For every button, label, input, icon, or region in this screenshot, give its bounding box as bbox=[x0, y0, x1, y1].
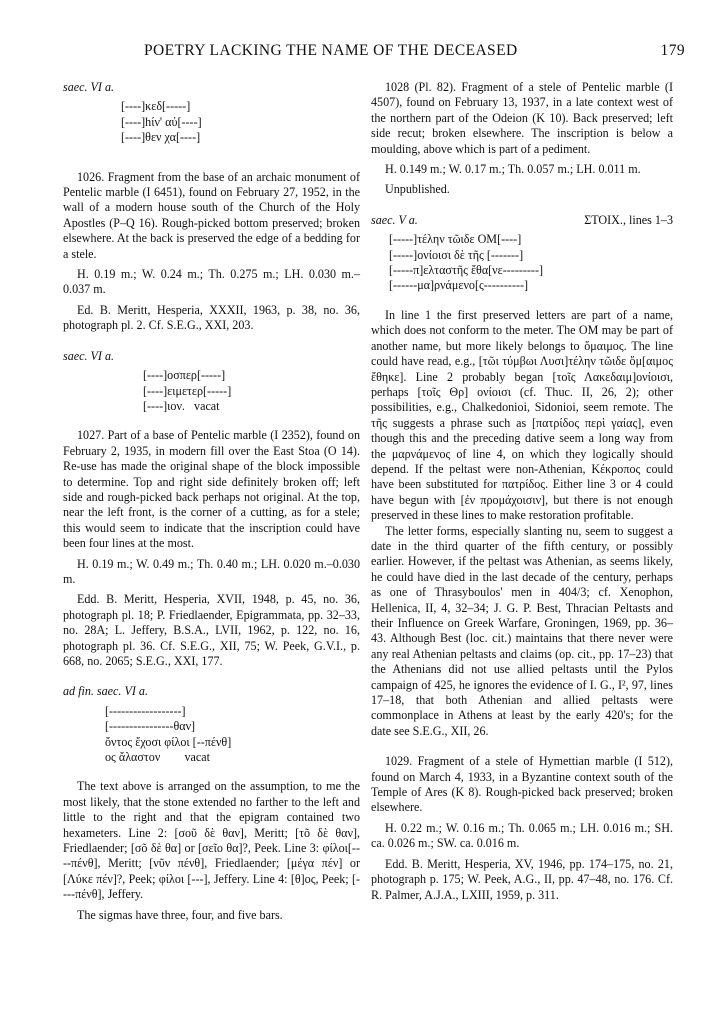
stoichedon-header bbox=[371, 213, 673, 228]
page-number: 179 bbox=[660, 42, 685, 59]
inscription-line: [-----π]ελταστῆς ἔθα[νε---------] bbox=[389, 263, 544, 278]
unpublished-note: Unpublished. bbox=[385, 182, 450, 197]
entry-1029: 1029. Fragment of a stele of Hymettian marble (I 512), found on March 4, 1933, in a Byzantine context south of the Temple of Ares (K 8). Rough-picked back preserved; broken elsewhere. bbox=[371, 754, 673, 815]
inscription-line: [----]hίν' αὐ[----] bbox=[121, 114, 202, 129]
date-line-1: saec. VI a. bbox=[63, 80, 115, 94]
inscription-line: [----]θεν χα[----] bbox=[121, 130, 201, 145]
inscription-line: [----]κεδ[-----] bbox=[121, 99, 191, 114]
inscription-line: [-----]ονίοισι δὲ τῆς [-------] bbox=[389, 247, 524, 262]
left-column bbox=[63, 80, 360, 928]
entry-1028: 1028 (Pl. 82). Fragment of a stele of Pentelic marble (I 4507), found on February 13, 1937, in a late context west of the northern part of the Odeion (K 10). Back preserved; left side recut; broken elsewhere. The inscription is below a moulding, above which is part of a pediment. bbox=[371, 80, 673, 156]
date-line-2: saec. VI a. bbox=[63, 348, 115, 363]
dimensions-1027: H. 0.19 m.; W. 0.49 m.; Th. 0.40 m.; LH. 0.020 m.–0.030 m. bbox=[63, 556, 360, 586]
inscription-text-3 bbox=[105, 704, 360, 766]
inscription-text-4 bbox=[389, 232, 673, 294]
inscription-line: [----------------θαν] bbox=[105, 719, 196, 734]
inscription-text-2 bbox=[143, 368, 360, 414]
dimensions-1028: H. 0.149 m.; W. 0.17 m.; Th. 0.057 m.; LH. 0.011 m. bbox=[385, 162, 641, 177]
inscription-line: [----]ειμετερ[-----] bbox=[143, 383, 232, 398]
editions-1026: Ed. B. Meritt, Hesperia, XXXII, 1963, p. 38, no. 36, photograph pl. 2. Cf. S.E.G., XXI, 203. bbox=[63, 302, 360, 333]
running-title: POETRY LACKING THE NAME OF THE DECEASED bbox=[144, 42, 518, 59]
editions-1027: Edd. B. Meritt, Hesperia, XVII, 1948, p. 45, no. 36, photograph pl. 18; P. Friedlaender, Epigrammata, pp. 32–33, no. 28A; L. Jeffery, B.S.A., LVII, 1962, p. 122, no. 16, photograph pl. 36. Cf. S.E.G., XII, 75; W. Peek, G.V.I., p. 668, no. 2065; S.E.G., XXI, 177. bbox=[63, 592, 360, 668]
entry-1026: 1026. Fragment from the base of an archaic monument of Pentelic marble (I 6451), found on February 27, 1952, in the wall of a modern house south of the Church of the Holy Apostles (P–Q 16). Rough-picked bottom preserved; broken elsewhere. At the back is preserved the edge of a bedding for a stele. bbox=[63, 169, 360, 261]
entry-1027: 1027. Part of a base of Pentelic marble (I 2352), found on February 2, 1935, in modern fill over the East Stoa (O 14). Re-use has made the original shape of the block impossible to determine. Top and right side definitely broken off; left side and rough-picked back perhaps not original. At the top, near the left front, is the corner of a cutting, as for a stele; this would seem to indicate that the inscription could have been four lines at the most. bbox=[63, 428, 360, 551]
commentary-1027: The text above is arranged on the assumption, to me the most likely, that the stone extended no farther to the left and little to the right and that the epigram contained two hexameters. Line 2: [σοῦ δὲ θαν], Meritt; [τõ δὲ θαν], Friedlaender; [σõ δὲ θα] or [σεῖο θα]?, Peek. Line 3: φίλοι[----πένθ], Meritt; [νῦν πένθ], Friedlaender; [μέγα πέν] or [Λύκε πέν]?, Peek; φίλοι [---], Jeffery. Line 4: [θ]ος, Peek; [----πένθ], Jeffery. bbox=[63, 779, 360, 902]
running-header bbox=[60, 42, 685, 64]
editions-1029: Edd. B. Meritt, Hesperia, XV, 1946, pp. 174–175, no. 21, photograph p. 175; W. Peek, A.G., II, pp. 47–48, no. 176. Cf. R. Palmer, A.J.A., LXIII, 1959, p. 311. bbox=[371, 856, 673, 902]
dimensions-1029: H. 0.22 m.; W. 0.16 m.; Th. 0.065 m.; LH. 0.016 m.; SH. ca. 0.026 m.; SW. ca. 0.016 m. bbox=[371, 820, 673, 851]
inscription-line: [------μα]ρνάμενο[ς----------] bbox=[389, 278, 529, 293]
inscription-line: [----]οσπερ[-----] bbox=[143, 368, 226, 383]
inscription-line: [------------------] bbox=[105, 703, 186, 718]
date-line-4: saec. V a. bbox=[371, 212, 418, 227]
stoichedon-label: ΣΤΟΙΧ., lines 1–3 bbox=[584, 212, 673, 227]
date-line-3: ad fin. saec. VI a. bbox=[63, 684, 148, 699]
commentary-1028-p1: In line 1 the first preserved letters are part of a name, which does not conform to the meter. The ΟΜ may be part of another name, but more likely belongs to ὅμαιμος. The line could have read, e.g., [τῶι τύμβωι Λυσι]τέλην τῶιδε ὅμ[αιμος ἔθηκε]. Line 2 probably began [τοῖς Λακεδαιμ]ονίοισι, perhaps [τοῖς Θρ] ονίοισι (cf. Thuc. II, 26, 2); other possibilities, e.g., Chalkedonioi, Sidonioi, seem remote. The τῆς suggests a phrase such as [πατρίδος περὶ γαίας], even though this and the preceding dative seem a long way from the μαρνάμενος of line 4, on which they logically should depend. If the peltast were non-Athenian, Κέκροπος could have been substituted for πατρίδος. Either line 3 or 4 could have begun with [ἐν προμάχοισιν], but there is not enough preserved in these lines to make restoration profitable. bbox=[371, 307, 673, 523]
commentary-1027-sigma: The sigmas have three, four, and five bars. bbox=[77, 907, 283, 922]
inscription-line: [----]ιον. vacat bbox=[143, 398, 220, 413]
dimensions-1026: H. 0.19 m.; W. 0.24 m.; Th. 0.275 m.; LH. 0.030 m.–0.037 m. bbox=[63, 267, 360, 297]
inscription-line: [-----]τέλην τῶιδε ΟΜ[----] bbox=[389, 232, 522, 247]
inscription-line: ος ἄλαστον vacat bbox=[105, 750, 210, 765]
right-column bbox=[371, 80, 673, 908]
inscription-text-1 bbox=[121, 99, 360, 145]
commentary-1028-p2: The letter forms, especially slanting nu, seem to suggest a date in the third quarter of the fifth century, or possibly earlier. However, if the peltast was Athenian, as seems likely, he could have died in the last decade of the century, perhaps as one of Thrasyboulos' men in 404/3; cf. Xenophon, Hellenica, II, 4, 32–34; J. G. P. Best, Thracian Peltasts and their Influence on Greek Warfare, Groningen, 1969, pp. 36–43. Although Best (loc. cit.) maintains that there never were any real Athenian peltasts and claims (op. cit., pp. 17–23) that the Athenians did not use allied peltasts until the Pylos campaign of 425, he ignores the evidence of I. G., I², 97, lines 17–18, that both Athenian and allied peltasts were commonplace in Athens at least by the early 420's; for the date see S.E.G., XII, 26. bbox=[371, 523, 673, 738]
inscription-line: ὄντος ἔχοσι φίλοι [--πένθ] bbox=[105, 734, 232, 749]
